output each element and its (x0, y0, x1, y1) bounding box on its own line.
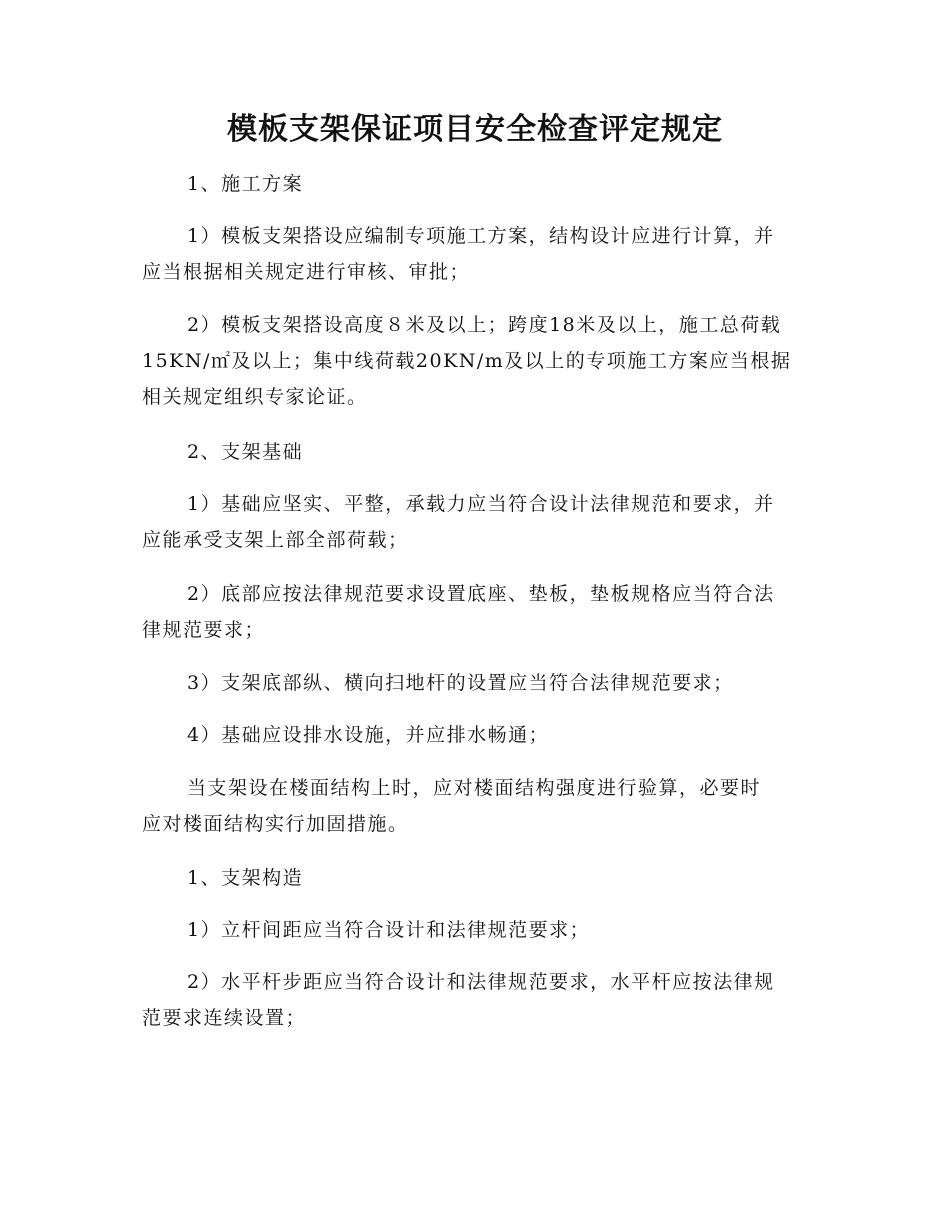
paragraph-plan-item-2 (142, 307, 814, 415)
paragraph-line: 4）基础应设排水设施，并应排水畅通； (187, 724, 550, 746)
paragraph-line: 2）模板支架搭设高度８米及以上；跨度18米及以上，施工总荷载 (187, 314, 782, 336)
paragraph-heading-construction-plan (142, 166, 814, 202)
paragraph-heading-foundation (142, 434, 814, 470)
paragraph-line: 当支架设在楼面结构上时，应对楼面结构强度进行验算，必要时 (187, 777, 762, 799)
paragraph-foundation-item-2 (142, 576, 814, 648)
paragraph-line: 15KN/㎡及以上；集中线荷载20KN/m及以上的专项施工方案应当根据 (142, 350, 792, 372)
paragraph-line: 3）支架底部纵、横向扫地杆的设置应当符合法律规范要求； (187, 672, 734, 694)
paragraph-foundation-item-3 (142, 665, 814, 701)
paragraph-line: 应当根据相关规定进行审核、审批； (142, 261, 471, 283)
paragraph-foundation-item-1 (142, 486, 814, 558)
paragraph-line: 范要求连续设置； (142, 1007, 307, 1029)
paragraph-foundation-item-4 (142, 717, 814, 753)
paragraph-line: 应能承受支架上部全部荷载； (142, 529, 409, 551)
paragraph-heading-structure (142, 860, 814, 896)
paragraph-line: 1、支架构造 (187, 867, 304, 889)
paragraph-line: 2、支架基础 (187, 441, 304, 463)
paragraph-line: 1、施工方案 (187, 173, 304, 195)
paragraph-line: 1）模板支架搭设应编制专项施工方案，结构设计应进行计算，并 (187, 225, 775, 247)
paragraph-floor-structure-note (142, 770, 814, 842)
paragraph-line: 律规范要求； (142, 619, 266, 641)
paragraph-line: 2）水平杆步距应当符合设计和法律规范要求，水平杆应按法律规 (187, 971, 775, 993)
paragraph-plan-item-1 (142, 218, 814, 290)
paragraph-line: 1）基础应坚实、平整，承载力应当符合设计法律规范和要求，并 (187, 493, 775, 515)
paragraph-structure-item-1 (142, 912, 814, 948)
document-title: 模板支架保证项目安全检查评定规定 (227, 112, 723, 147)
paragraph-structure-item-2 (142, 964, 814, 1036)
paragraph-line: 1）立杆间距应当符合设计和法律规范要求； (187, 919, 591, 941)
paragraph-line: 相关规定组织专家论证。 (142, 386, 368, 408)
paragraph-line: 2）底部应按法律规范要求设置底座、垫板，垫板规格应当符合法 (187, 583, 775, 605)
paragraph-line: 应对楼面结构实行加固措施。 (142, 813, 409, 835)
